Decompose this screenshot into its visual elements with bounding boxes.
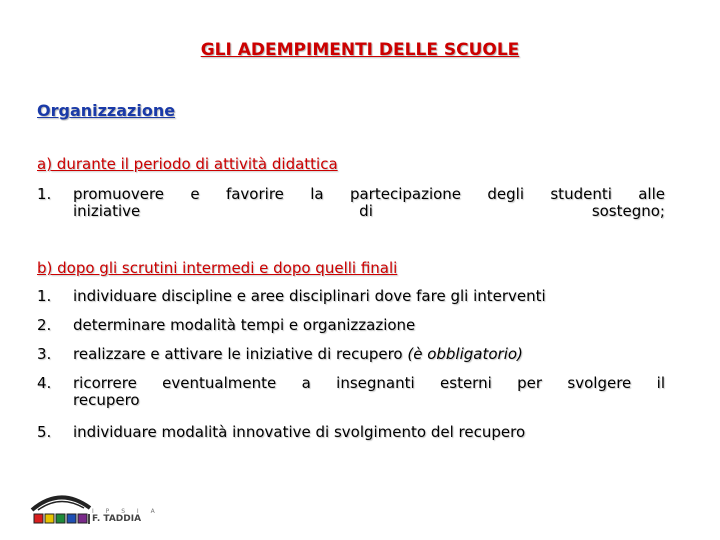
list-item xyxy=(37,346,665,363)
logo-name: F. TADDIA xyxy=(92,514,142,524)
logo-color-square xyxy=(67,514,76,523)
item-text: promuovere e favorire la partecipazione degli studenti alle iniziative di sostegno; xyxy=(73,185,665,220)
item-number: 2. xyxy=(37,316,52,334)
logo-color-square xyxy=(78,514,87,523)
page-title: GLI ADEMPIMENTI DELLE SCUOLE xyxy=(200,40,520,60)
item-number: 1. xyxy=(37,287,52,305)
item-text: ricorrere eventualmente a insegnanti esterni per svolgere il recupero xyxy=(73,374,665,409)
logo-subtitle: I P S I A xyxy=(92,508,160,515)
list-item xyxy=(37,424,665,441)
list-item xyxy=(37,186,665,220)
item-number: 3. xyxy=(37,345,52,363)
item-text: determinare modalità tempi e organizzazione xyxy=(73,316,416,334)
item-text: realizzare e attivare le iniziative di recupero (è obbligatorio) xyxy=(73,345,523,363)
item-text: individuare modalità innovative di svolgimento del recupero xyxy=(73,423,526,441)
list-item xyxy=(37,288,665,305)
logo-color-square xyxy=(56,514,65,523)
logo-color-square xyxy=(45,514,54,523)
section-heading: Organizzazione xyxy=(37,101,176,120)
logo-color-square xyxy=(34,514,43,523)
item-number: 4. xyxy=(37,374,52,392)
item-number: 5. xyxy=(37,423,52,441)
logo-color-squares xyxy=(34,514,87,523)
logo-divider xyxy=(88,514,90,524)
item-text: individuare discipline e aree disciplinari dove fare gli interventi xyxy=(73,287,546,305)
subheading-b: b) dopo gli scrutini intermedi e dopo quelli finali xyxy=(37,259,398,277)
emphasis-text: (è obbligatorio) xyxy=(407,345,523,363)
list-item xyxy=(37,317,665,334)
item-number: 1. xyxy=(37,185,52,203)
subheading-a: a) durante il periodo di attività didattica xyxy=(37,155,338,173)
list-item xyxy=(37,375,665,409)
